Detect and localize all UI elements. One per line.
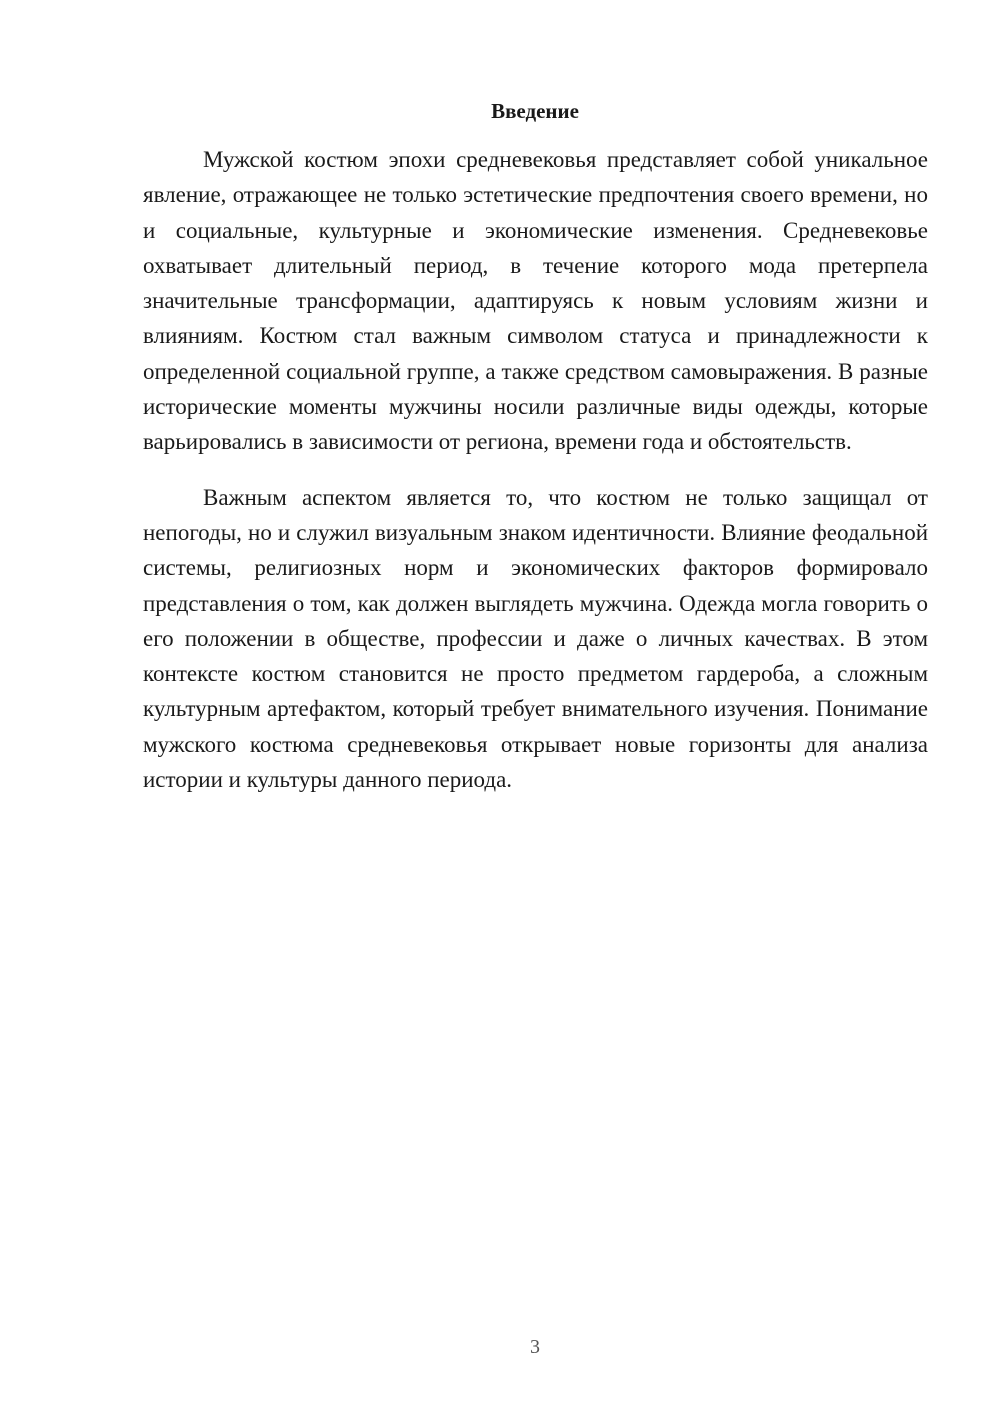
paragraph-2: Важным аспектом является то, что костюм не только защищал от непогоды, но и служил визуальным знаком идентичности. Влияние феодальной системы, религиозных норм и экономических факторов формировало представления о том, как должен выглядеть мужчина. Одежда могла говорить о его положении в обществе, профессии и даже о личных качествах. В этом контексте костюм становится не просто предметом гардероба, а сложным культурным артефактом, который требует внимательного изучения. Понимание мужского костюма средневековья открывает новые горизонты для анализа истории и культуры данного периода. (143, 484, 928, 793)
body-text (143, 142, 928, 797)
page-number: 3 (530, 1336, 540, 1358)
section-heading: Введение (491, 99, 579, 123)
paragraph-1: Мужской костюм эпохи средневековья представляет собой уникальное явление, отражающее не только эстетические предпочтения своего времени, но и социальные, культурные и экономические изменения. Средневековье охватывает длительный период, в течение которого мода претерпела значительные трансформации, адаптируясь к новым условиям жизни и влияниям. Костюм стал важным символом статуса и принадлежности к определенной социальной группе, а также средством самовыражения. В разные исторические моменты мужчины носили различные виды одежды, которые варьировались в зависимости от региона, времени года и обстоятельств. (143, 147, 928, 455)
